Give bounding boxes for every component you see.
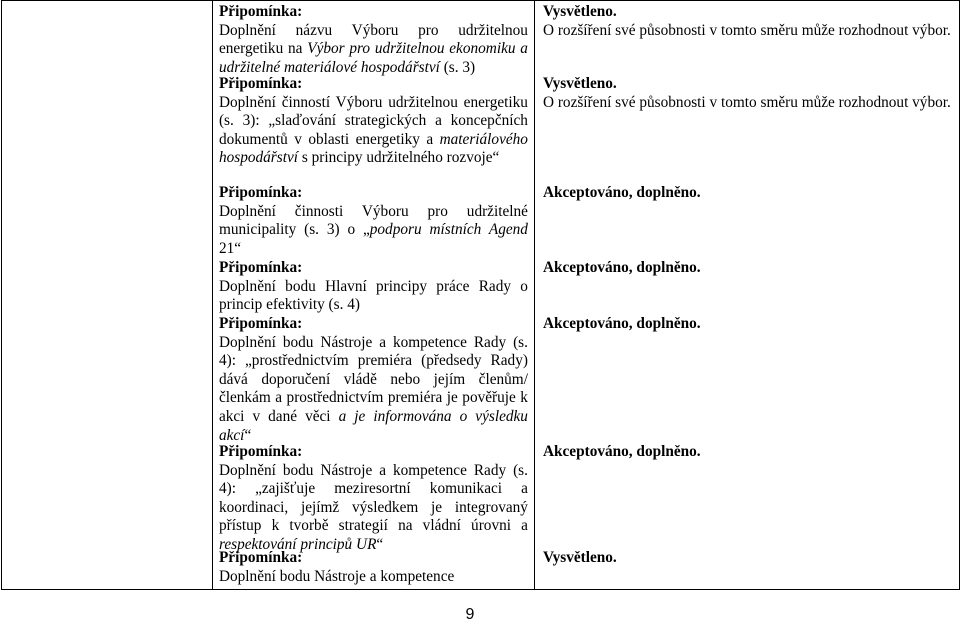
response-status: Vysvětleno. bbox=[542, 3, 617, 20]
comment-text-part: s principy udržitelného rozvoje“ bbox=[298, 149, 500, 167]
empty-column bbox=[2, 1, 213, 590]
comment-text-part: Doplnění názvu Výboru pro udržitelnou energetiku na bbox=[218, 21, 528, 58]
comment-text-part: Doplnění bodu Nástroje a kompetence Rady (s. 4): „prostřednictvím premiéra (předsedy Rady) dává doporučení vládě nebo jejím členům/členkám a prostřednictvím premiéra je pověřuje k akci v dané věci bbox=[218, 333, 528, 425]
comment-text-part: “ bbox=[244, 426, 252, 444]
comment-text-part: Doplnění činnosti Výboru pro udržitelné municipality (s. 3) o „ bbox=[218, 202, 528, 239]
comment-text-part: Doplnění bodu Hlavní principy práce Rady o princip efektivity (s. 4) bbox=[218, 277, 528, 314]
comment-entry bbox=[219, 184, 528, 258]
comment-text bbox=[219, 22, 528, 78]
comment-text-part: (s. 3) bbox=[439, 58, 476, 76]
response-note: O rozšíření své působnosti v tomto směru může rozhodnout výbor. bbox=[542, 21, 951, 39]
comment-text-part: Doplnění bodu Nástroje a kompetence bbox=[218, 567, 455, 585]
response-note: O rozšíření své působnosti v tomto směru může rozhodnout výbor. bbox=[542, 93, 951, 111]
comment-text-part: respektování principů UR bbox=[218, 535, 377, 553]
comments-list bbox=[219, 3, 528, 589]
comment-text-part: Doplnění bodu Nástroje a kompetence Rady (s. 4): „zajišťuje meziresortní komunikaci a koordinaci, jejímž výsledkem je integrovaný přístup k tvorbě strategií na vládní úrovni a bbox=[218, 461, 528, 535]
responses-column bbox=[534, 1, 959, 590]
comment-entry bbox=[219, 443, 528, 555]
comment-entry bbox=[219, 549, 528, 586]
comment-text-part: podporu místních Agend bbox=[369, 221, 528, 239]
page-number: 9 bbox=[465, 606, 475, 623]
comment-entry bbox=[219, 315, 528, 445]
response-entry bbox=[543, 315, 951, 334]
comment-text bbox=[219, 462, 528, 555]
comment-label: Připomínka: bbox=[218, 75, 303, 92]
comments-table bbox=[1, 0, 960, 590]
response-entry bbox=[543, 549, 951, 568]
response-status: Vysvětleno. bbox=[542, 549, 617, 566]
response-status: Akceptováno, doplněno. bbox=[542, 184, 701, 201]
comment-text-part: materiálového hospodářství bbox=[218, 130, 528, 167]
comment-text-part: Výbor pro udržitelnou ekonomiku a udržitelné materiálové hospodářství bbox=[218, 40, 528, 76]
comment-label: Připomínka: bbox=[218, 443, 303, 460]
comment-text bbox=[219, 94, 528, 168]
response-status: Akceptováno, doplněno. bbox=[542, 259, 701, 276]
comment-entry bbox=[219, 75, 528, 168]
comment-label: Připomínka: bbox=[218, 184, 303, 201]
comment-text bbox=[219, 278, 528, 315]
comment-text-part: “ bbox=[376, 535, 384, 553]
response-entry bbox=[543, 443, 951, 462]
comment-text bbox=[219, 568, 528, 587]
response-status: Akceptováno, doplněno. bbox=[542, 315, 701, 332]
response-entry bbox=[543, 259, 951, 278]
response-status: Vysvětleno. bbox=[542, 75, 617, 92]
response-entry bbox=[543, 3, 951, 40]
comment-label: Připomínka: bbox=[218, 315, 303, 332]
response-status: Akceptováno, doplněno. bbox=[542, 443, 701, 460]
comment-label: Připomínka: bbox=[218, 549, 303, 566]
response-entry bbox=[543, 75, 951, 112]
comment-text bbox=[219, 203, 528, 259]
comment-text-part: Doplnění činností Výboru udržitelnou energetiku (s. 3): „slaďování strategických a koncepčních dokumentů v oblasti energetiky a bbox=[218, 93, 528, 148]
comment-entry bbox=[219, 259, 528, 315]
response-entry bbox=[543, 184, 951, 203]
comments-column bbox=[212, 1, 534, 590]
comment-text-part: 21“ bbox=[218, 239, 242, 257]
comment-label: Připomínka: bbox=[218, 259, 303, 276]
comment-entry bbox=[219, 3, 528, 77]
comment-label: Připomínka: bbox=[218, 3, 303, 20]
table-row bbox=[2, 1, 960, 590]
comment-text bbox=[219, 334, 528, 446]
responses-list bbox=[543, 3, 951, 589]
comment-text-part: a je informována o výsledku akcí bbox=[218, 407, 528, 444]
